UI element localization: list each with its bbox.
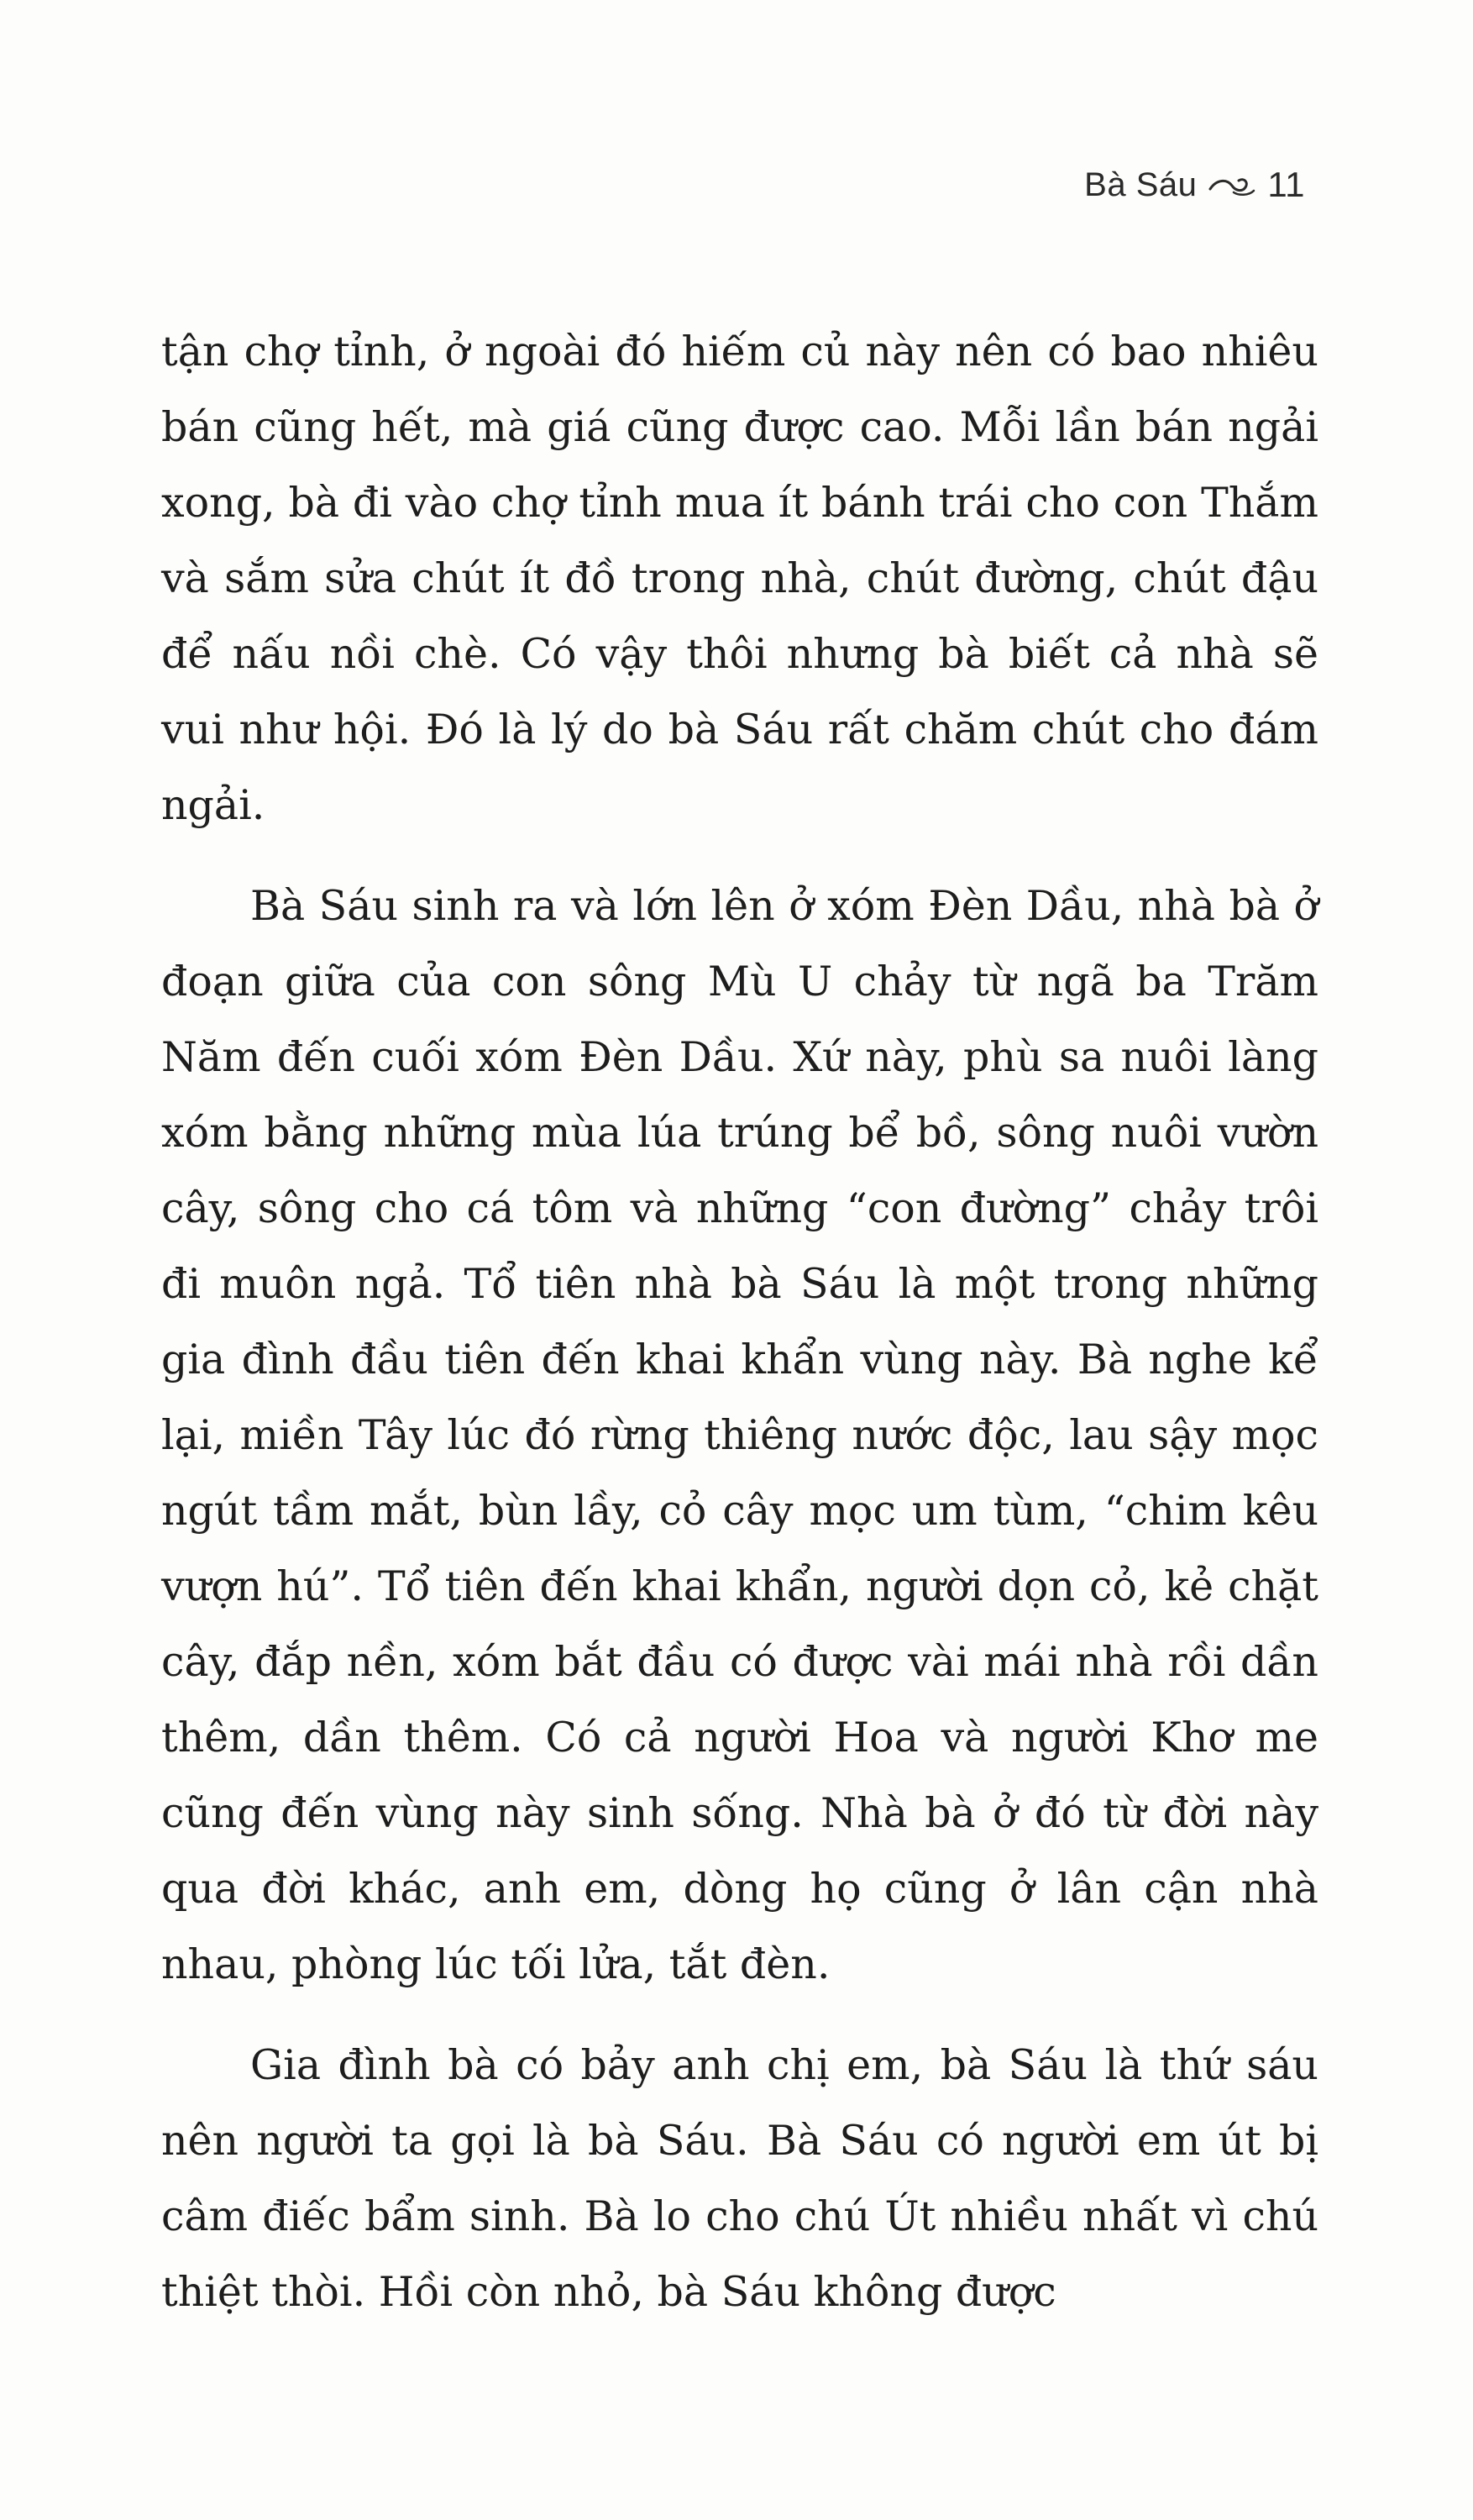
running-title: Bà Sáu <box>1084 165 1198 203</box>
paragraph: tận chợ tỉnh, ở ngoài đó hiếm củ này nên có bao nhiêu bán cũng hết, mà giá cũng được cao. Mỗi lần bán ngải xong, bà đi vào chợ tỉnh mua ít bánh trái cho con Thắm và sắm sửa chút ít đồ trong nhà, chút đường, chút đậu để nấu nồi chè. Có vậy thôi nhưng bà biết cả nhà sẽ vui như hội. Đó là lý do bà Sáu rất chăm chút cho đám ngải. <box>161 328 1318 829</box>
running-header <box>1084 165 1305 205</box>
paragraph: Gia đình bà có bảy anh chị em, bà Sáu là thứ sáu nên người ta gọi là bà Sáu. Bà Sáu có người em út bị câm điếc bẩm sinh. Bà lo cho chú Út nhiều nhất vì chú thiệt thòi. Hồi còn nhỏ, bà Sáu không được <box>161 2041 1318 2316</box>
paragraph: Bà Sáu sinh ra và lớn lên ở xóm Đèn Dầu, nhà bà ở đoạn giữa của con sông Mù U chảy từ ngã ba Trăm Năm đến cuối xóm Đèn Dầu. Xứ này, phù sa nuôi làng xóm bằng những mùa lúa trúng bể bồ, sông nuôi vườn cây, sông cho cá tôm và những “con đường” chảy trôi đi muôn ngả. Tổ tiên nhà bà Sáu là một trong những gia đình đầu tiên đến khai khẩn vùng này. Bà nghe kể lại, miền Tây lúc đó rừng thiêng nước độc, lau sậy mọc ngút tầm mắt, bùn lầy, cỏ cây mọc um tùm, “chim kêu vượn hú”. Tổ tiên đến khai khẩn, người dọn cỏ, kẻ chặt cây, đắp nền, xóm bắt đầu có được vài mái nhà rồi dần thêm, dần thêm. Có cả người Hoa và người Khơ me cũng đến vùng này sinh sống. Nhà bà ở đó từ đời này qua đời khác, anh em, dòng họ cũng ở lân cận nhà nhau, phòng lúc tối lửa, tắt đèn. <box>161 882 1318 1988</box>
page-number: 11 <box>1267 165 1305 204</box>
swirl-ornament-icon <box>1208 172 1255 197</box>
body-text <box>161 314 1318 2355</box>
